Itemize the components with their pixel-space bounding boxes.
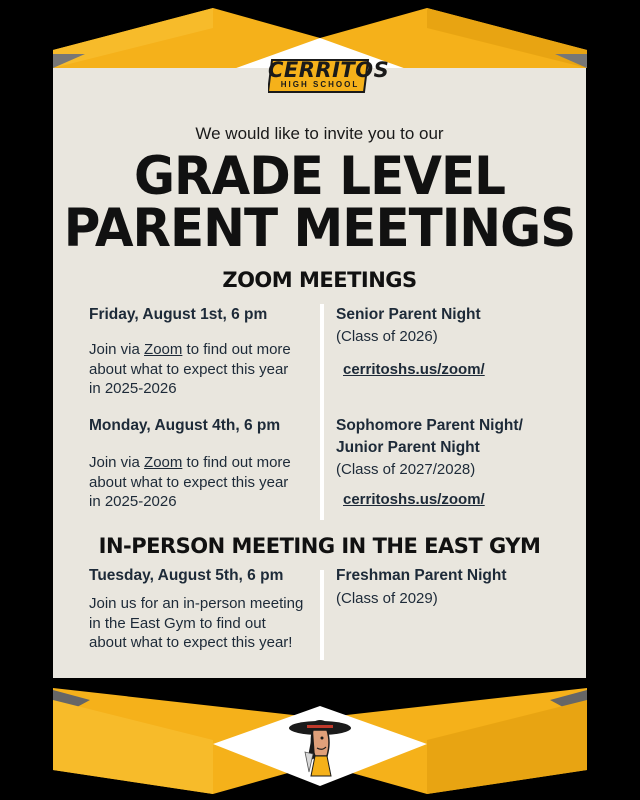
meeting2-desc-post: to find out more <box>182 454 291 471</box>
meeting1-event: Senior Parent Night <box>336 306 481 323</box>
inperson-heading: IN-PERSON MEETING IN THE EAST GYM <box>98 534 541 558</box>
inperson-divider <box>320 570 324 660</box>
meeting1-desc-line3: in 2025-2026 <box>89 380 177 397</box>
invite-text: We would like to invite you to our <box>195 124 444 143</box>
meeting1-date: Friday, August 1st, 6 pm <box>89 306 268 323</box>
zoom-divider <box>320 304 324 520</box>
inperson-desc-line3: about what to expect this year! <box>89 634 293 651</box>
inperson-desc-line1: Join us for an in-person meeting <box>89 595 304 612</box>
logo-subtitle: HIGH SCHOOL <box>280 80 360 89</box>
inperson-description <box>89 594 319 653</box>
title-line-2: PARENT MEETINGS <box>63 197 576 259</box>
meeting1-desc-line2: about what to expect this year <box>89 360 289 378</box>
meeting2-desc-line3: in 2025-2026 <box>89 493 177 510</box>
logo-name: CERRITOS <box>268 58 390 82</box>
meeting1-url-link[interactable]: cerritoshs.us/zoom/ <box>343 361 485 378</box>
meeting2-url-link[interactable]: cerritoshs.us/zoom/ <box>343 491 485 508</box>
inperson-event: Freshman Parent Night <box>336 567 507 584</box>
meeting1-description <box>89 340 314 399</box>
meeting2-date: Monday, August 4th, 6 pm <box>89 417 281 434</box>
meeting1-class: (Class of 2026) <box>336 328 438 345</box>
meeting2-zoom-link[interactable]: Zoom <box>144 454 183 471</box>
meeting2-desc-pre: Join via <box>89 454 145 471</box>
meeting2-event-line2: Junior Parent Night <box>336 439 480 456</box>
cerritos-logo <box>268 58 390 94</box>
inperson-desc-line2: in the East Gym to find out <box>89 614 266 632</box>
meeting2-description <box>89 453 314 512</box>
inperson-date: Tuesday, August 5th, 6 pm <box>89 567 284 584</box>
meeting2-desc-line2: about what to expect this year <box>89 473 289 491</box>
meeting2-class: (Class of 2027/2028) <box>336 461 476 478</box>
title-line-1: GRADE LEVEL <box>133 145 506 207</box>
meeting1-desc-post: to find out more <box>182 341 291 358</box>
meeting1-zoom-link[interactable]: Zoom <box>144 341 183 358</box>
meeting2-event-line1: Sophomore Parent Night/ <box>336 417 523 434</box>
zoom-heading: ZOOM MEETINGS <box>222 268 417 292</box>
meeting1-desc-pre: Join via <box>89 341 145 358</box>
inperson-class: (Class of 2029) <box>336 590 438 607</box>
mascot-icon <box>287 712 353 778</box>
